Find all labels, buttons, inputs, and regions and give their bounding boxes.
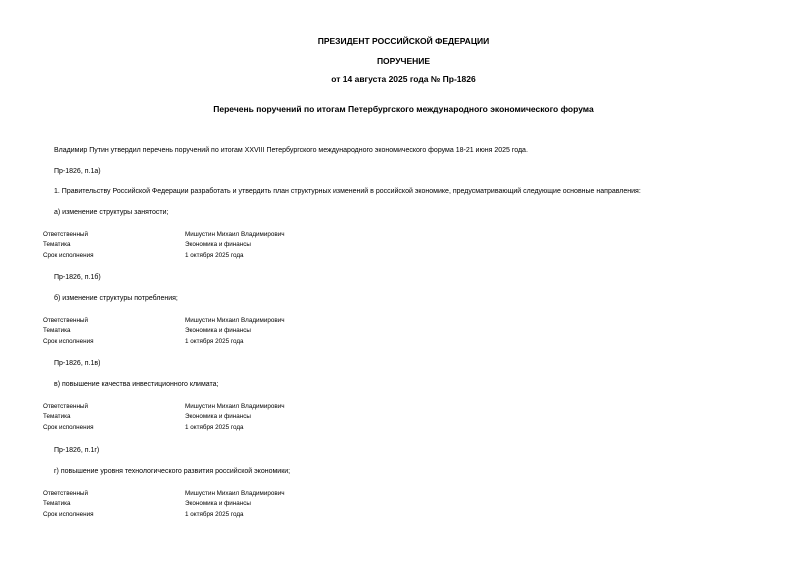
deadline-value: 1 октября 2025 года	[185, 252, 244, 259]
topic-value: Экономика и финансы	[185, 413, 251, 420]
responsible-value: Мишустин Михаил Владимирович	[185, 490, 285, 497]
topic-label: Тематика	[43, 241, 71, 248]
topic-value: Экономика и финансы	[185, 241, 251, 248]
document-title: Перечень поручений по итогам Петербургского международного экономического форума	[213, 104, 594, 114]
deadline-value: 1 октября 2025 года	[185, 424, 244, 431]
sub-item-text: а) изменение структуры занятости;	[54, 209, 169, 216]
responsible-label: Ответственный	[43, 317, 88, 324]
topic-value: Экономика и финансы	[185, 327, 251, 334]
responsible-value: Мишустин Михаил Владимирович	[185, 317, 285, 324]
responsible-label: Ответственный	[43, 231, 88, 238]
sub-item-text: б) изменение структуры потребления;	[54, 295, 178, 302]
instruction-main-item: 1. Правительству Российской Федерации разработать и утвердить план структурных изменений в российской экономике, предусматривающий следующие основные направления:	[54, 188, 641, 195]
issuing-authority: ПРЕЗИДЕНТ РОССИЙСКОЙ ФЕДЕРАЦИИ	[317, 36, 490, 46]
instruction-reference: Пр-1826, п.1в)	[54, 360, 101, 367]
responsible-value: Мишустин Михаил Владимирович	[185, 403, 285, 410]
topic-label: Тематика	[43, 500, 71, 507]
responsible-value: Мишустин Михаил Владимирович	[185, 231, 285, 238]
responsible-label: Ответственный	[43, 490, 88, 497]
responsible-label: Ответственный	[43, 403, 88, 410]
topic-value: Экономика и финансы	[185, 500, 251, 507]
deadline-label: Срок исполнения	[43, 338, 94, 345]
document-type: ПОРУЧЕНИЕ	[376, 56, 431, 66]
document-date-number: от 14 августа 2025 года № Пр-1826	[331, 74, 476, 84]
instruction-reference: Пр-1826, п.1б)	[54, 274, 101, 281]
sub-item-text: в) повышение качества инвестиционного климата;	[54, 381, 219, 388]
intro-paragraph: Владимир Путин утвердил перечень поручений по итогам XXVIII Петербургского международного экономического форума 18-21 июня 2025 года.	[54, 147, 528, 154]
instruction-reference: Пр-1826, п.1г)	[54, 447, 100, 454]
instruction-reference: Пр-1826, п.1а)	[54, 168, 101, 175]
deadline-label: Срок исполнения	[43, 511, 94, 518]
topic-label: Тематика	[43, 327, 71, 334]
deadline-value: 1 октября 2025 года	[185, 338, 244, 345]
deadline-label: Срок исполнения	[43, 252, 94, 259]
sub-item-text: г) повышение уровня технологического развития российской экономики;	[54, 468, 291, 475]
topic-label: Тематика	[43, 413, 71, 420]
deadline-label: Срок исполнения	[43, 424, 94, 431]
deadline-value: 1 октября 2025 года	[185, 511, 244, 518]
